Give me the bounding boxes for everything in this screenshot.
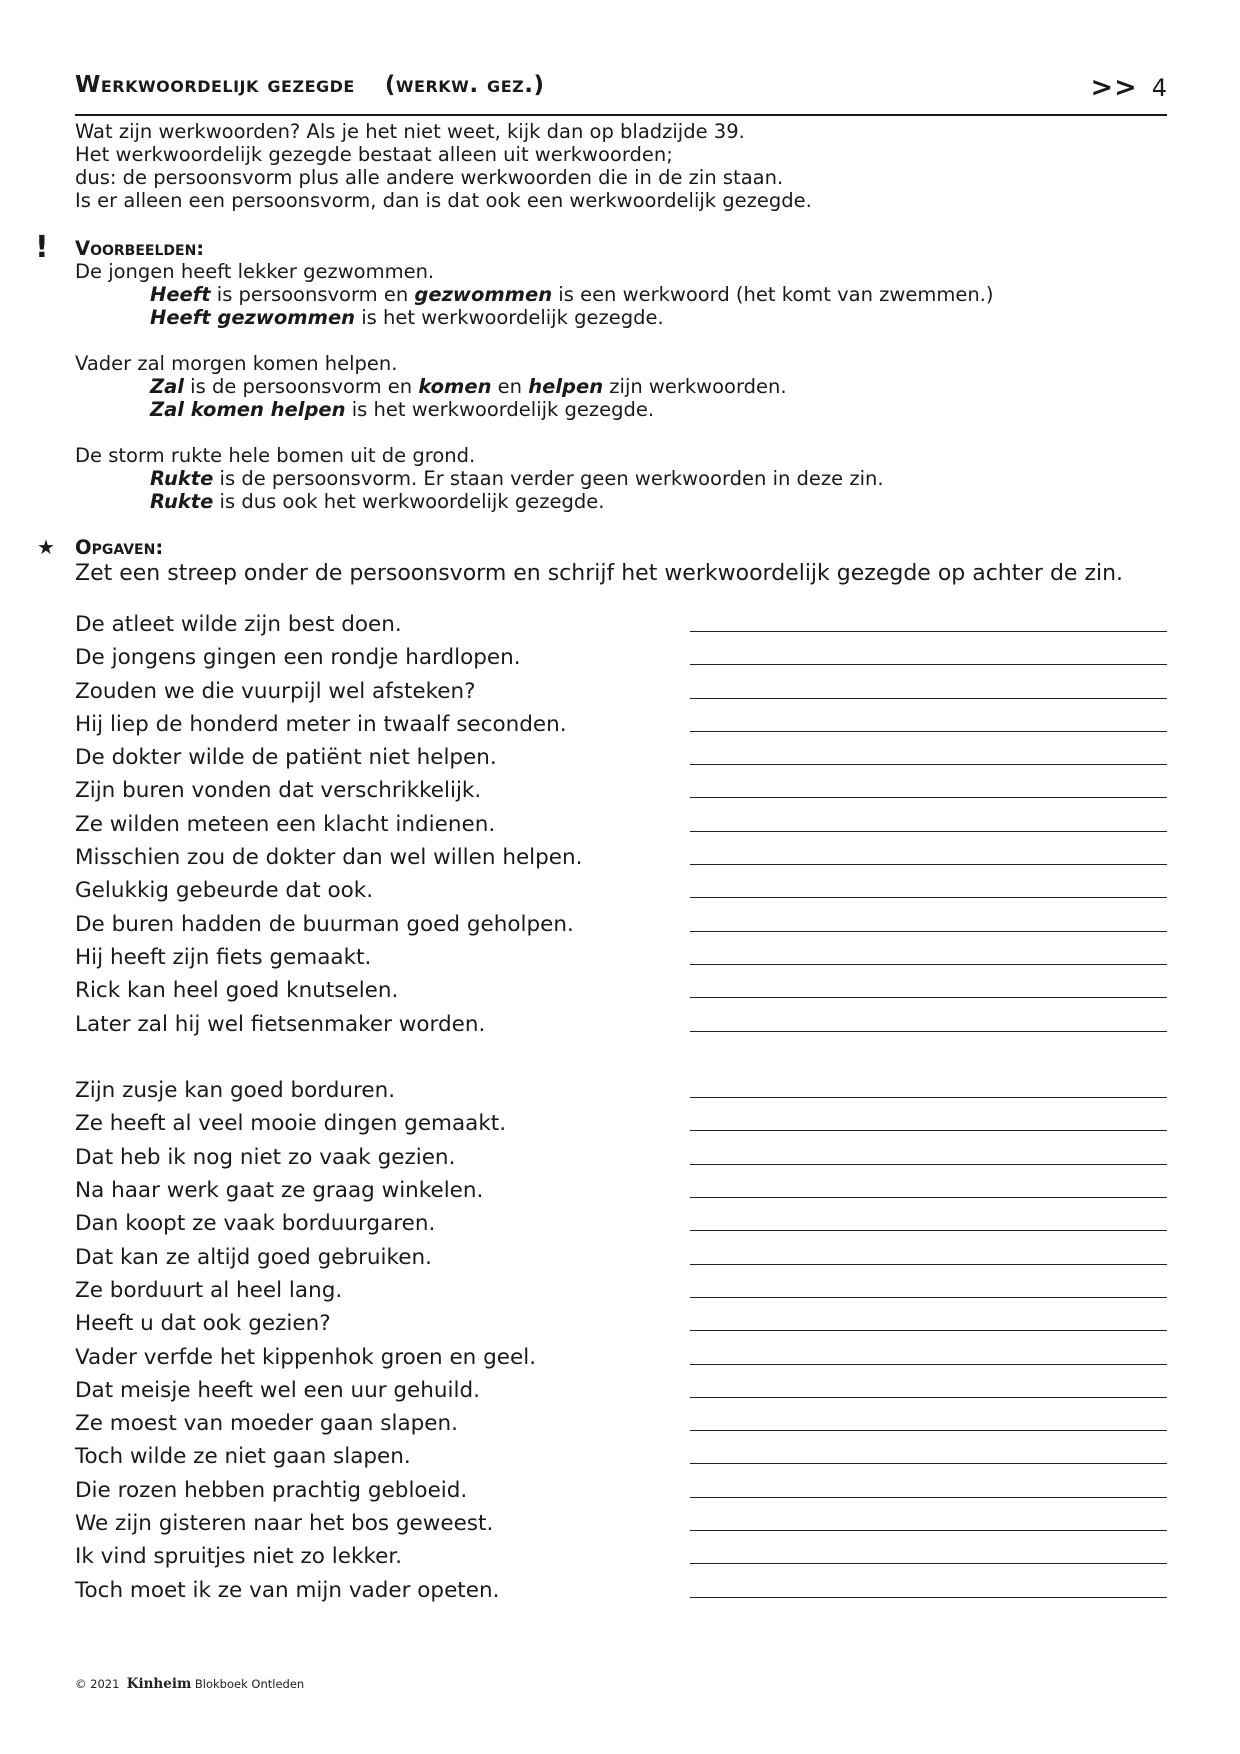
exercise-sentence: Hij liep de honderd meter in twaalf seconden.	[75, 711, 567, 737]
answer-line[interactable]	[690, 1364, 1167, 1365]
answer-line[interactable]	[690, 1397, 1167, 1398]
exercise-sentence: Ze wilden meteen een klacht indienen.	[75, 811, 496, 837]
answer-line[interactable]	[690, 1164, 1167, 1165]
exercise-sentence: Misschien zou de dokter dan wel willen helpen.	[75, 845, 583, 871]
exercise-row	[75, 1443, 1167, 1476]
exercise-row	[75, 678, 1167, 711]
answer-line[interactable]	[690, 864, 1167, 865]
exercise-sentence: Rick kan heel goed knutselen.	[75, 978, 399, 1004]
example-sentence: De storm rukte hele bomen uit de grond.	[75, 444, 476, 467]
exercise-sentence: Dan koopt ze vaak borduurgaren.	[75, 1211, 436, 1237]
answer-line[interactable]	[690, 731, 1167, 732]
example-explanation: Zal komen helpen is het werkwoordelijk gezegde.	[150, 398, 655, 421]
exercise-sentence: Die rozen hebben prachtig gebloeid.	[75, 1477, 468, 1503]
exercise-sentence: Heeft u dat ook gezien?	[75, 1311, 331, 1337]
exercise-sentence: Zouden we die vuurpijl wel afsteken?	[75, 678, 476, 704]
exclamation-icon: !	[35, 230, 49, 265]
exercise-row	[75, 1077, 1167, 1110]
tasks-heading: Opgaven:	[75, 536, 164, 559]
answer-line[interactable]	[690, 698, 1167, 699]
exercise-sentence: Later zal hij wel fietsenmaker worden.	[75, 1011, 486, 1037]
exercise-row	[75, 1577, 1167, 1610]
exercise-row	[75, 777, 1167, 810]
group-spacer	[75, 1044, 1167, 1077]
answer-line[interactable]	[690, 897, 1167, 898]
exercise-sentence: Dat kan ze altijd goed gebruiken.	[75, 1244, 432, 1270]
example-explanation: Rukte is dus ook het werkwoordelijk gezegde.	[150, 490, 605, 513]
answer-line[interactable]	[690, 1330, 1167, 1331]
intro-line: Het werkwoordelijk gezegde bestaat alleen uit werkwoorden;	[75, 143, 673, 166]
exercise-row	[75, 1410, 1167, 1443]
exercise-sentence: Dat meisje heeft wel een uur gehuild.	[75, 1377, 480, 1403]
page-footer	[75, 1676, 304, 1692]
answer-line[interactable]	[690, 797, 1167, 798]
exercise-sentence: Dat heb ik nog niet zo vaak gezien.	[75, 1144, 456, 1170]
exercise-sentence: Na haar werk gaat ze graag winkelen.	[75, 1178, 484, 1204]
example-sentence: De jongen heeft lekker gezwommen.	[75, 260, 435, 283]
exercise-sentence: De buren hadden de buurman goed geholpen.	[75, 911, 574, 937]
example-explanation: Zal is de persoonsvorm en komen en helpen zijn werkwoorden.	[150, 375, 787, 398]
exercise-list	[75, 611, 1167, 1610]
answer-line[interactable]	[690, 964, 1167, 965]
answer-line[interactable]	[690, 1597, 1167, 1598]
star-icon: ★	[37, 535, 55, 559]
exercise-sentence: De dokter wilde de patiënt niet helpen.	[75, 745, 497, 771]
copyright: © 2021	[75, 1677, 120, 1691]
title-abbreviation: (werkw. gez.)	[384, 72, 545, 98]
intro-line: Is er alleen een persoonsvorm, dan is dat ook een werkwoordelijk gezegde.	[75, 189, 812, 212]
exercise-sentence: Ik vind spruitjes niet zo lekker.	[75, 1544, 403, 1570]
exercise-row	[75, 1144, 1167, 1177]
answer-line[interactable]	[690, 1031, 1167, 1032]
examples-heading: Voorbeelden:	[75, 237, 205, 260]
exercise-sentence: Gelukkig gebeurde dat ook.	[75, 878, 374, 904]
exercise-row	[75, 1210, 1167, 1243]
example-explanation: Rukte is de persoonsvorm. Er staan verder geen werkwoorden in deze zin.	[150, 467, 884, 490]
answer-line[interactable]	[690, 1264, 1167, 1265]
example-explanation: Heeft is persoonsvorm en gezwommen is een werkwoord (het komt van zwemmen.)	[150, 283, 994, 306]
publisher-brand: Kinheim	[126, 1676, 192, 1692]
example-explanation: Heeft gezwommen is het werkwoordelijk gezegde.	[150, 306, 664, 329]
exercise-sentence: Ze heeft al veel mooie dingen gemaakt.	[75, 1111, 507, 1137]
exercise-row	[75, 711, 1167, 744]
answer-line[interactable]	[690, 1430, 1167, 1431]
exercise-row	[75, 1377, 1167, 1410]
answer-line[interactable]	[690, 1197, 1167, 1198]
exercise-sentence: Zijn zusje kan goed borduren.	[75, 1078, 396, 1104]
exercise-sentence: Hij heeft zijn fiets gemaakt.	[75, 944, 372, 970]
exercise-row	[75, 644, 1167, 677]
exercise-row	[75, 1310, 1167, 1343]
answer-line[interactable]	[690, 1097, 1167, 1098]
exercise-row	[75, 1177, 1167, 1210]
answer-line[interactable]	[690, 631, 1167, 632]
series-name: Blokboek Ontleden	[194, 1677, 305, 1691]
exercise-row	[75, 911, 1167, 944]
answer-line[interactable]	[690, 1230, 1167, 1231]
exercise-sentence: Ze moest van moeder gaan slapen.	[75, 1411, 458, 1437]
arrows-icon: >>	[1090, 72, 1138, 103]
exercise-row	[75, 811, 1167, 844]
exercise-sentence: Ze borduurt al heel lang.	[75, 1277, 343, 1303]
exercise-row	[75, 1277, 1167, 1310]
exercise-row	[75, 1477, 1167, 1510]
exercise-row	[75, 844, 1167, 877]
exercise-row	[75, 744, 1167, 777]
intro-line: dus: de persoonsvorm plus alle andere werkwoorden die in de zin staan.	[75, 166, 784, 189]
exercise-sentence: Toch moet ik ze van mijn vader opeten.	[75, 1577, 500, 1603]
answer-line[interactable]	[690, 831, 1167, 832]
intro-line: Wat zijn werkwoorden? Als je het niet weet, kijk dan op bladzijde 39.	[75, 120, 745, 143]
answer-line[interactable]	[690, 664, 1167, 665]
example-sentence: Vader zal morgen komen helpen.	[75, 352, 398, 375]
intro-text	[75, 120, 812, 212]
exercise-sentence: De jongens gingen een rondje hardlopen.	[75, 645, 521, 671]
answer-line[interactable]	[690, 1497, 1167, 1498]
page-number: 4	[1151, 74, 1167, 102]
examples-section	[75, 237, 994, 513]
page-header	[75, 72, 1167, 116]
exercise-row	[75, 1244, 1167, 1277]
answer-line[interactable]	[690, 764, 1167, 765]
answer-line[interactable]	[690, 1530, 1167, 1531]
page-number-block	[1090, 72, 1167, 103]
page-title	[75, 72, 544, 98]
answer-line[interactable]	[690, 1463, 1167, 1464]
exercise-sentence: Vader verfde het kippenhok groen en geel.	[75, 1344, 537, 1370]
title-main: Werkwoordelijk gezegde	[75, 72, 355, 98]
exercise-sentence: Zijn buren vonden dat verschrikkelijk.	[75, 778, 482, 804]
answer-line[interactable]	[690, 997, 1167, 998]
exercise-row	[75, 877, 1167, 910]
exercise-row	[75, 944, 1167, 977]
exercise-row	[75, 977, 1167, 1010]
exercise-row	[75, 1543, 1167, 1576]
exercise-sentence: We zijn gisteren naar het bos geweest.	[75, 1511, 494, 1537]
exercise-row	[75, 1110, 1167, 1143]
exercise-row	[75, 1344, 1167, 1377]
exercise-row	[75, 1510, 1167, 1543]
exercise-row	[75, 611, 1167, 644]
exercise-row	[75, 1011, 1167, 1044]
answer-line[interactable]	[690, 1563, 1167, 1564]
exercise-sentence: De atleet wilde zijn best doen.	[75, 612, 402, 637]
answer-line[interactable]	[690, 1297, 1167, 1298]
task-instruction: Zet een streep onder de persoonsvorm en schrijf het werkwoordelijk gezegde op achter de zin.	[75, 561, 1124, 586]
answer-line[interactable]	[690, 1130, 1167, 1131]
exercise-sentence: Toch wilde ze niet gaan slapen.	[75, 1444, 411, 1470]
answer-line[interactable]	[690, 931, 1167, 932]
